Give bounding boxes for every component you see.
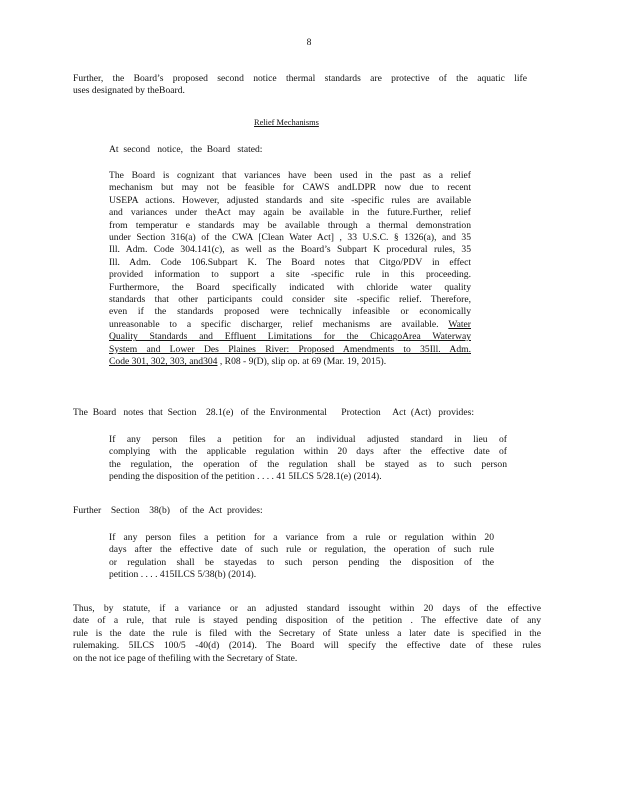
text-line: Ill. Adm. Code 106.Subpart K. The Board notes that Citgo/PDV in effect — [109, 256, 471, 268]
intro-paragraph — [73, 73, 527, 98]
text-line: provided information to support a site -specific rule in this proceeding. — [109, 269, 471, 281]
citation-title: Quality Standards and Effluent Limitations for the ChicagoArea Waterway — [109, 331, 471, 343]
citation-title: Water — [448, 318, 471, 330]
block-quote-board-statement — [109, 170, 471, 369]
section-38-paragraph: Further Section 38(b) of the Act provides: — [73, 505, 263, 516]
text-line: rulemaking. 5ILCS 100/5 -40(d) (2014). The Board will specify the effective date of these rules — [73, 640, 541, 652]
block-quote-section-38 — [109, 532, 494, 582]
text-line: under Section 316(a) of the CWA [Clean Water Act] , 33 U.S.C. § 1326(a), and 35 — [109, 232, 471, 244]
text-line: Ill. Adm. Code 304.141(c), as well as the Board’s Subpart K procedural rules, 35 — [109, 244, 471, 256]
text-line: date of a rule, that rule is stayed pending disposition of the petition . The effective date of any — [73, 615, 541, 627]
text-line: If any person files a petition for a variance from a rule or regulation within 20 — [109, 532, 494, 543]
text-line: standards that other participants could consider site -specific relief. Therefore, — [109, 294, 471, 306]
text-line: Furthermore, the Board specifically indicated with chloride water quality — [109, 281, 471, 293]
citation-title: Code 301, 302, 303, and304 — [109, 356, 218, 368]
second-notice-intro: At second notice, the Board stated: — [109, 144, 263, 155]
text-line: from temperatur e standards may be available through a thermal demonstration — [109, 219, 471, 231]
text-line: USEPA actions. However, adjusted standards and site -specific rules are available — [109, 194, 471, 206]
block-quote-section-28 — [109, 434, 507, 484]
closing-paragraph — [73, 603, 541, 665]
text-line: If any person files a petition for an individual adjusted standard in lieu of — [109, 434, 507, 445]
text-line: pending the disposition of the petition . . . . 41 5ILCS 5/28.1(e) (2014). — [109, 471, 382, 483]
text-line: Thus, by statute, if a variance or an adjusted standard issought within 20 days of the effective — [73, 603, 541, 614]
text-line: rule is the date the rule is filed with the Secretary of State unless a later date is specified in the — [73, 627, 541, 639]
section-heading: Relief Mechanisms — [254, 118, 319, 127]
text-line: uses designated by theBoard. — [73, 85, 185, 97]
text-line: or regulation shall be stayedas to such person pending the disposition of the — [109, 556, 494, 568]
text-line: Further, the Board’s proposed second notice thermal standards are protective of the aquatic life — [73, 73, 527, 84]
section-28-paragraph: The Board notes that Section 28.1(e) of the Environmental Protection Act (Act) provides: — [73, 407, 474, 418]
text-line: the regulation, the operation of the regulation shall be stayed as to such person — [109, 458, 507, 470]
text-line: mechanism but may not be feasible for CAWS andLDPR now due to recent — [109, 182, 471, 194]
text-line: on the not ice page of thefiling with the Secretary of State. — [73, 652, 298, 664]
text-line: and variances under theAct may again be available in the future.Further, relief — [109, 207, 471, 219]
text-line: The Board is cognizant that variances have been used in the past as a relief — [109, 170, 471, 181]
text-line: unreasonable to a specific discharger, relief mechanisms are available. Water — [109, 318, 471, 330]
page-number: 8 — [306, 37, 312, 48]
text-line: even if the standards proposed were technically infeasible or economically — [109, 306, 471, 318]
text-line: complying with the applicable regulation within 20 days after the effective date of — [109, 446, 507, 458]
text-line: days after the effective date of such rule or regulation, the operation of such rule — [109, 544, 494, 556]
text-line: petition . . . . 415ILCS 5/38(b) (2014). — [109, 569, 257, 581]
text-line: Code 301, 302, 303, and304 , R08 - 9(D), slip op. at 69 (Mar. 19, 2015). — [109, 356, 387, 368]
citation-title: System and Lower Des Plaines River: Proposed Amendments to 35Ill. Adm. — [109, 343, 471, 355]
